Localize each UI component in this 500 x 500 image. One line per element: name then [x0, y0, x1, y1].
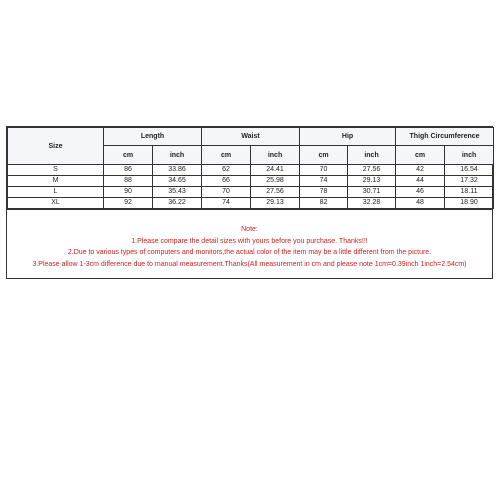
value-cell: 18.90 [445, 198, 494, 209]
value-cell: 92 [104, 198, 153, 209]
value-cell: 29.13 [348, 176, 396, 187]
unit-cm: cm [202, 146, 251, 165]
unit-inch: inch [153, 146, 202, 165]
value-cell: 44 [396, 176, 445, 187]
thigh-header: Thigh Circumference [396, 128, 494, 146]
value-cell: 48 [396, 198, 445, 209]
value-cell: 82 [300, 198, 348, 209]
value-cell: 18.11 [445, 187, 494, 198]
table-row [8, 176, 494, 187]
unit-inch: inch [251, 146, 300, 165]
value-cell: 29.13 [251, 198, 300, 209]
length-header: Length [104, 128, 202, 146]
note-line-1: 1.Please compare the detail sizes with yours before you purchase. Thanks!!! [131, 237, 368, 245]
waist-header: Waist [202, 128, 300, 146]
value-cell: 25.98 [251, 176, 300, 187]
size-cell: L [8, 187, 104, 198]
unit-inch: inch [445, 146, 494, 165]
value-cell: 70 [300, 165, 348, 176]
value-cell: 27.56 [251, 187, 300, 198]
value-cell: 34.65 [153, 176, 202, 187]
size-chart [6, 126, 493, 279]
unit-cm: cm [396, 146, 445, 165]
unit-inch: inch [348, 146, 396, 165]
size-header: Size [8, 128, 104, 165]
table-row [8, 187, 494, 198]
unit-cm: cm [300, 146, 348, 165]
value-cell: 88 [104, 176, 153, 187]
note-line-2: 2.Due to various types of computers and monitors,the actual color of the item may be a little different from the picture. [67, 249, 432, 256]
value-cell: 78 [300, 187, 348, 198]
value-cell: 42 [396, 165, 445, 176]
value-cell: 86 [104, 165, 153, 176]
size-cell: S [8, 165, 104, 176]
header-group-row [8, 128, 494, 146]
notes-section [7, 209, 492, 278]
value-cell: 27.56 [348, 165, 396, 176]
size-cell: XL [8, 198, 104, 209]
table-row [8, 198, 494, 209]
value-cell: 17.32 [445, 176, 494, 187]
value-cell: 24.41 [251, 165, 300, 176]
value-cell: 46 [396, 187, 445, 198]
unit-cm: cm [104, 146, 153, 165]
value-cell: 74 [202, 198, 251, 209]
hip-header: Hip [300, 128, 396, 146]
value-cell: 33.86 [153, 165, 202, 176]
value-cell: 30.71 [348, 187, 396, 198]
note-line-3: 3.Please allow 1-3cm difference due to manual measurement.Thanks(All measurement in cm and please note 1cm=0.39inch 1inch=2.54cm) [32, 260, 467, 268]
value-cell: 62 [202, 165, 251, 176]
value-cell: 66 [202, 176, 251, 187]
value-cell: 35.43 [153, 187, 202, 198]
size-cell: M [8, 176, 104, 187]
value-cell: 74 [300, 176, 348, 187]
value-cell: 90 [104, 187, 153, 198]
note-heading: Note: [241, 226, 258, 233]
value-cell: 70 [202, 187, 251, 198]
value-cell: 32.28 [348, 198, 396, 209]
value-cell: 36.22 [153, 198, 202, 209]
size-table [7, 127, 494, 209]
table-row [8, 165, 494, 176]
value-cell: 16.54 [445, 165, 494, 176]
